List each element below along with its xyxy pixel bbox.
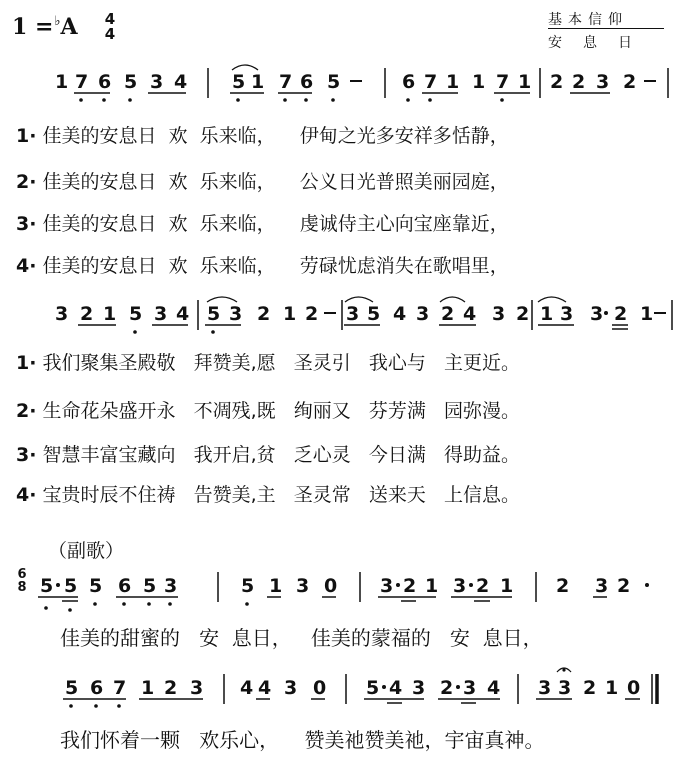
svg-text:4: 4 — [393, 303, 407, 325]
svg-text:2: 2 — [623, 71, 637, 93]
svg-text:1: 1 — [518, 71, 532, 93]
svg-text:4: 4 — [176, 303, 190, 325]
time-signature-bottom: 4 — [104, 25, 116, 43]
svg-text:2: 2 — [476, 575, 490, 597]
svg-text:4: 4 — [258, 677, 272, 699]
svg-text:3: 3 — [558, 677, 572, 699]
svg-text:1: 1 — [446, 71, 460, 93]
verse-a-4: 4· 佳美的安息日 欢 乐来临， 劳碌忧虑消失在歌唱里， — [16, 255, 509, 277]
svg-text:1: 1 — [141, 677, 155, 699]
svg-text:2: 2 — [516, 303, 530, 325]
svg-text:5: 5 — [40, 575, 54, 597]
svg-text:5: 5 — [129, 303, 143, 325]
svg-text:1: 1 — [283, 303, 297, 325]
svg-text:1: 1 — [605, 677, 619, 699]
svg-text:3: 3 — [296, 575, 310, 597]
verse-b-3: 3· 智慧丰富宝藏向 我开启,贫 乏心灵 今日满 得助益。 — [16, 444, 520, 466]
svg-text:3: 3 — [190, 677, 204, 699]
svg-text:3: 3 — [229, 303, 243, 325]
svg-text:4: 4 — [487, 677, 501, 699]
svg-text:5: 5 — [327, 71, 341, 93]
svg-text:0: 0 — [324, 575, 338, 597]
svg-text:7: 7 — [279, 71, 293, 93]
verse-a-2: 2· 佳美的安息日 欢 乐来临， 公义日光普照美丽园庭， — [16, 171, 509, 193]
chorus-label: （副歌） — [48, 540, 125, 562]
svg-text:5: 5 — [367, 303, 381, 325]
svg-text:5: 5 — [65, 677, 79, 699]
svg-text:2: 2 — [572, 71, 586, 93]
svg-text:3: 3 — [164, 575, 178, 597]
svg-text:3: 3 — [416, 303, 430, 325]
credit-line-1: 基本信仰 — [548, 12, 628, 28]
svg-text:5: 5 — [143, 575, 157, 597]
svg-text:2: 2 — [550, 71, 564, 93]
svg-text:3: 3 — [150, 71, 164, 93]
svg-text:5: 5 — [207, 303, 221, 325]
chorus-lyric-1: 佳美的甜蜜的 安 息日， 佳美的蒙福的 安 息日， — [60, 626, 543, 650]
svg-text:2: 2 — [441, 303, 455, 325]
svg-text:5: 5 — [241, 575, 255, 597]
svg-text:1: 1 — [472, 71, 486, 93]
svg-text:2: 2 — [305, 303, 319, 325]
credit-line-2: 安息日 — [548, 35, 653, 51]
svg-text:4: 4 — [389, 677, 403, 699]
svg-text:6: 6 — [90, 677, 104, 699]
svg-text:6: 6 — [300, 71, 314, 93]
verse-b-1: 1· 我们聚集圣殿敬 拜赞美,愿 圣灵引 我心与 主更近。 — [16, 352, 520, 374]
svg-text:0: 0 — [627, 677, 641, 699]
svg-text:4: 4 — [240, 677, 254, 699]
svg-text:2: 2 — [164, 677, 178, 699]
svg-text:3: 3 — [595, 575, 609, 597]
svg-text:2: 2 — [257, 303, 271, 325]
svg-text:3: 3 — [284, 677, 298, 699]
svg-text:3: 3 — [55, 303, 69, 325]
svg-text:6: 6 — [98, 71, 112, 93]
svg-text:2: 2 — [583, 677, 597, 699]
svg-text:5: 5 — [64, 575, 78, 597]
svg-text:2: 2 — [80, 303, 94, 325]
chorus-lyric-2: 我们怀着一颗 欢乐心， 赞美祂赞美祂，宇宙真神。 — [60, 728, 545, 752]
svg-text:3: 3 — [412, 677, 426, 699]
svg-text:5: 5 — [124, 71, 138, 93]
svg-text:3: 3 — [538, 677, 552, 699]
svg-text:2: 2 — [440, 677, 454, 699]
verse-a-1: 1· 佳美的安息日 欢 乐来临， 伊甸之光多安祥多恬静， — [16, 125, 509, 147]
svg-text:5: 5 — [366, 677, 380, 699]
svg-text:3: 3 — [492, 303, 506, 325]
verse-a-3: 3· 佳美的安息日 欢 乐来临， 虔诚侍主心向宝座靠近， — [16, 213, 509, 235]
svg-text:3: 3 — [346, 303, 360, 325]
key-letter: A — [60, 14, 78, 40]
svg-text:2: 2 — [614, 303, 628, 325]
svg-text:5: 5 — [89, 575, 103, 597]
svg-text:1: 1 — [55, 71, 69, 93]
verse-b-2: 2· 生命花朵盛开永 不凋残,既 绚丽又 芬芳满 园弥漫。 — [16, 400, 520, 422]
chorus-time-bottom: 8 — [17, 580, 27, 595]
svg-text:7: 7 — [496, 71, 510, 93]
svg-text:7: 7 — [424, 71, 438, 93]
svg-text:1: 1 — [269, 575, 283, 597]
svg-text:6: 6 — [402, 71, 416, 93]
svg-text:0: 0 — [313, 677, 327, 699]
svg-text:2: 2 — [617, 575, 631, 597]
svg-text:5: 5 — [232, 71, 246, 93]
svg-text:1: 1 — [500, 575, 514, 597]
svg-text:1: 1 — [425, 575, 439, 597]
svg-text:7: 7 — [113, 677, 127, 699]
svg-text:3: 3 — [380, 575, 394, 597]
flat-sign: ♭ — [54, 14, 61, 29]
svg-text:3: 3 — [154, 303, 168, 325]
chorus-time-top: 6 — [17, 567, 27, 582]
svg-text:1: 1 — [540, 303, 554, 325]
key-prefix: 1 = — [12, 14, 54, 40]
svg-text:3: 3 — [453, 575, 467, 597]
svg-text:4: 4 — [174, 71, 188, 93]
svg-text:3: 3 — [596, 71, 610, 93]
svg-text:1: 1 — [640, 303, 654, 325]
svg-text:4: 4 — [463, 303, 477, 325]
svg-text:1: 1 — [103, 303, 117, 325]
svg-text:6: 6 — [118, 575, 132, 597]
time-signature-top: 4 — [104, 10, 116, 28]
svg-text:1: 1 — [251, 71, 265, 93]
verse-b-4: 4· 宝贵时辰不住祷 告赞美,主 圣灵常 送来天 上信息。 — [16, 484, 520, 506]
svg-text:3: 3 — [463, 677, 477, 699]
svg-text:7: 7 — [75, 71, 89, 93]
svg-text:2: 2 — [403, 575, 417, 597]
svg-text:2: 2 — [556, 575, 570, 597]
svg-text:3: 3 — [590, 303, 604, 325]
svg-text:3: 3 — [560, 303, 574, 325]
